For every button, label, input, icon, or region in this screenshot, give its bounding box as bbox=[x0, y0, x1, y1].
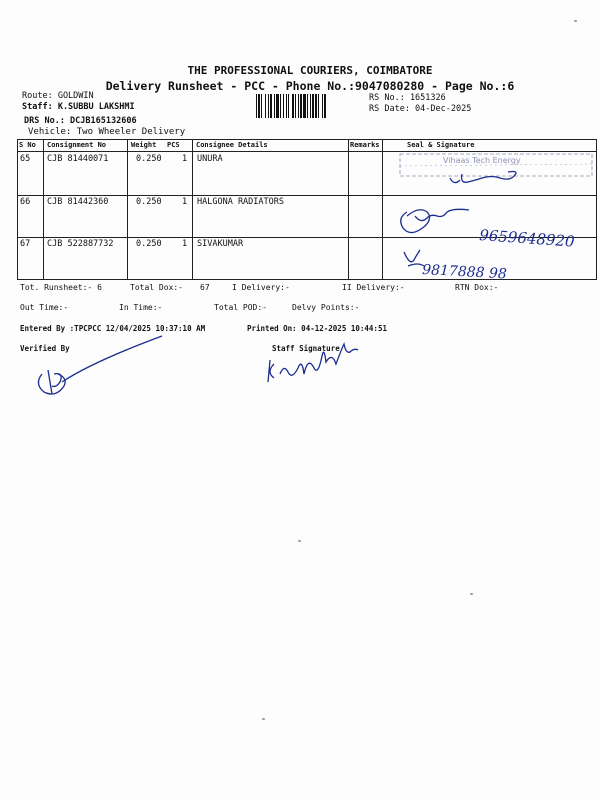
rs-date: RS Date: 04-Dec-2025 bbox=[369, 104, 472, 114]
row-weight: 0.250 bbox=[136, 197, 162, 207]
row-consignment: CJB 81440071 bbox=[47, 154, 109, 164]
ii-delivery: II Delivery:- bbox=[342, 283, 405, 292]
row-pcs: 1 bbox=[182, 239, 188, 249]
out-time: Out Time:- bbox=[20, 303, 69, 312]
header-consignment: Consignment No bbox=[47, 141, 107, 149]
totals-line bbox=[0, 283, 600, 295]
total-pod: Total POD:- bbox=[214, 303, 267, 312]
vehicle-label: Vehicle: Two Wheeler Delivery bbox=[28, 127, 186, 137]
row-consignee: UNURA bbox=[197, 154, 223, 164]
i-delivery: I Delivery:- bbox=[232, 283, 290, 292]
barcode-image bbox=[256, 94, 364, 118]
row-weight: 0.250 bbox=[136, 154, 162, 164]
row-weight: 0.250 bbox=[136, 239, 162, 249]
printed-on: Printed On: 04-12-2025 10:44:51 bbox=[247, 324, 387, 333]
rs-number: RS No.: 1651326 bbox=[369, 93, 446, 103]
header-pcs: PCS bbox=[167, 141, 180, 149]
staff-signature bbox=[262, 338, 372, 386]
company-title: THE PROFESSIONAL COURIERS, COIMBATORE bbox=[187, 64, 433, 77]
entered-by: Entered By :TPCPCC 12/04/2025 10:37:10 AM bbox=[20, 324, 206, 333]
row-consignment: CJB 522887732 bbox=[47, 239, 114, 249]
header-seal: Seal & Signature bbox=[407, 141, 475, 149]
header-consignee: Consignee Details bbox=[196, 141, 268, 149]
total-dox-label: Total Dox:- bbox=[130, 283, 183, 292]
runsheet-title: Delivery Runsheet - PCC - Phone No.:9047080280 - Page No.:6 bbox=[105, 79, 515, 93]
row-sno: 66 bbox=[20, 197, 31, 207]
in-time: In Time:- bbox=[119, 303, 163, 312]
row-consignment: CJB 81442360 bbox=[47, 197, 109, 207]
header-sno: S No bbox=[19, 141, 36, 149]
company-stamp bbox=[398, 150, 596, 194]
row-sno: 67 bbox=[20, 239, 31, 249]
recipient-signature bbox=[402, 244, 592, 284]
row-pcs: 1 bbox=[182, 197, 188, 207]
handwritten-phone-1: 9659648920 bbox=[478, 226, 576, 251]
handwritten-phone-2: 9817888 98 bbox=[421, 262, 508, 283]
total-dox-value: 67 bbox=[200, 283, 210, 292]
rtn-dox: RTN Dox:- bbox=[455, 283, 499, 292]
verified-by-label: Verified By bbox=[20, 344, 70, 353]
route-label: Route: GOLDWIN bbox=[22, 91, 94, 101]
verifier-signature bbox=[28, 334, 168, 396]
stamp-text: Vihaas Tech Energy bbox=[443, 156, 521, 165]
header-remarks: Remarks bbox=[350, 141, 380, 149]
times-line bbox=[0, 303, 600, 315]
tot-runsheet: Tot. Runsheet:- 6 bbox=[20, 283, 102, 292]
staff-signature-label: Staff Signature bbox=[272, 344, 340, 353]
drs-label: DRS No.: DCJB165132606 bbox=[24, 116, 137, 126]
row-consignee: SIVAKUMAR bbox=[197, 239, 244, 249]
header-weight: Weight bbox=[131, 141, 157, 149]
staff-label: Staff: K.SUBBU LAKSHMI bbox=[22, 102, 135, 112]
delvy-points: Delvy Points:- bbox=[292, 303, 360, 312]
row-consignee: HALGONA RADIATORS bbox=[197, 197, 284, 207]
row-sno: 65 bbox=[20, 154, 31, 164]
row-pcs: 1 bbox=[182, 154, 188, 164]
